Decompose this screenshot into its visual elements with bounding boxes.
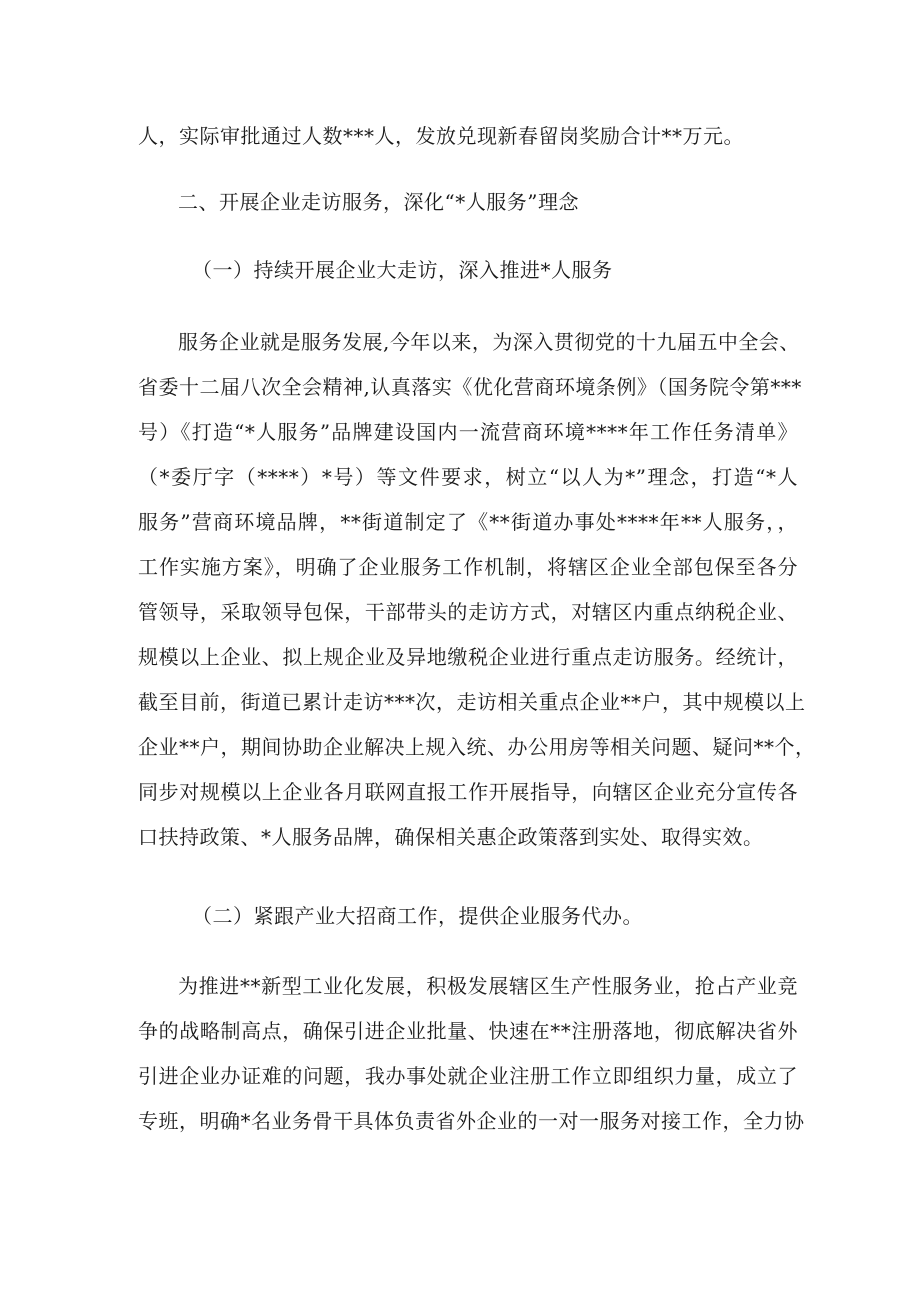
section-two-title: 二、开展企业走访服务，深化“*人服务”理念 [178, 190, 579, 214]
paragraph-one-line: 管领导，采取领导包保，干部带头的走访方式，对辖区内重点纳税企业、 [138, 600, 798, 624]
paragraph-continuation: 人，实际审批通过人数***人，发放兑现新春留岗奖励合计**万元。 [138, 124, 744, 148]
subsection-one-title: （一）持续开展企业大走访，深入推进*人服务 [192, 258, 613, 282]
paragraph-one-line: 省委十二届八次全会精神,认真落实《优化营商环境条例》（国务院令第*** [138, 375, 802, 399]
paragraph-one-line: 服务企业就是服务发展,今年以来，为深入贯彻党的十九届五中全会、 [178, 330, 800, 354]
paragraph-one-line: （*委厅字（****）*号）等文件要求，树立“以人为*”理念，打造“*人 [138, 465, 798, 489]
subsection-two-title: （二）紧跟产业大招商工作，提供企业服务代办。 [192, 904, 643, 928]
paragraph-two-line: 为推进**新型工业化发展，积极发展辖区生产性服务业，抢占产业竞 [178, 974, 798, 998]
paragraph-one-line: 号）《打造“*人服务”品牌建设国内一流营商环境****年工作任务清单》 [138, 420, 798, 444]
paragraph-two-line: 专班，明确*名业务骨干具体负责省外企业的一对一服务对接工作，全力协 [138, 1109, 805, 1133]
paragraph-one-line: 同步对规模以上企业各月联网直报工作开展指导，向辖区企业充分宣传各 [138, 780, 798, 804]
paragraph-one-line: 工作实施方案》，明确了企业服务工作机制，将辖区企业全部包保至各分 [138, 555, 798, 579]
paragraph-one-line: 企业**户，期间协助企业解决上规入统、办公用房等相关问题、疑问**个， [138, 735, 816, 759]
paragraph-one-line: 截至目前，街道已累计走访***次，走访相关重点企业**户，其中规模以上 [138, 690, 806, 714]
paragraph-one-line: 服务”营商环境品牌，**街道制定了《**街道办事处****年**人服务，， [138, 510, 798, 534]
paragraph-two-line: 引进企业办证难的问题，我办事处就企业注册工作立即组织力量，成立了 [138, 1064, 798, 1088]
paragraph-one-line: 规模以上企业、拟上规企业及异地缴税企业进行重点走访服务。经统计， [138, 645, 798, 669]
paragraph-one-line: 口扶持政策、*人服务品牌，确保相关惠企政策落到实处、取得实效。 [138, 825, 764, 849]
paragraph-two-line: 争的战略制高点，确保引进企业批量、快速在**注册落地，彻底解决省外 [138, 1019, 798, 1043]
